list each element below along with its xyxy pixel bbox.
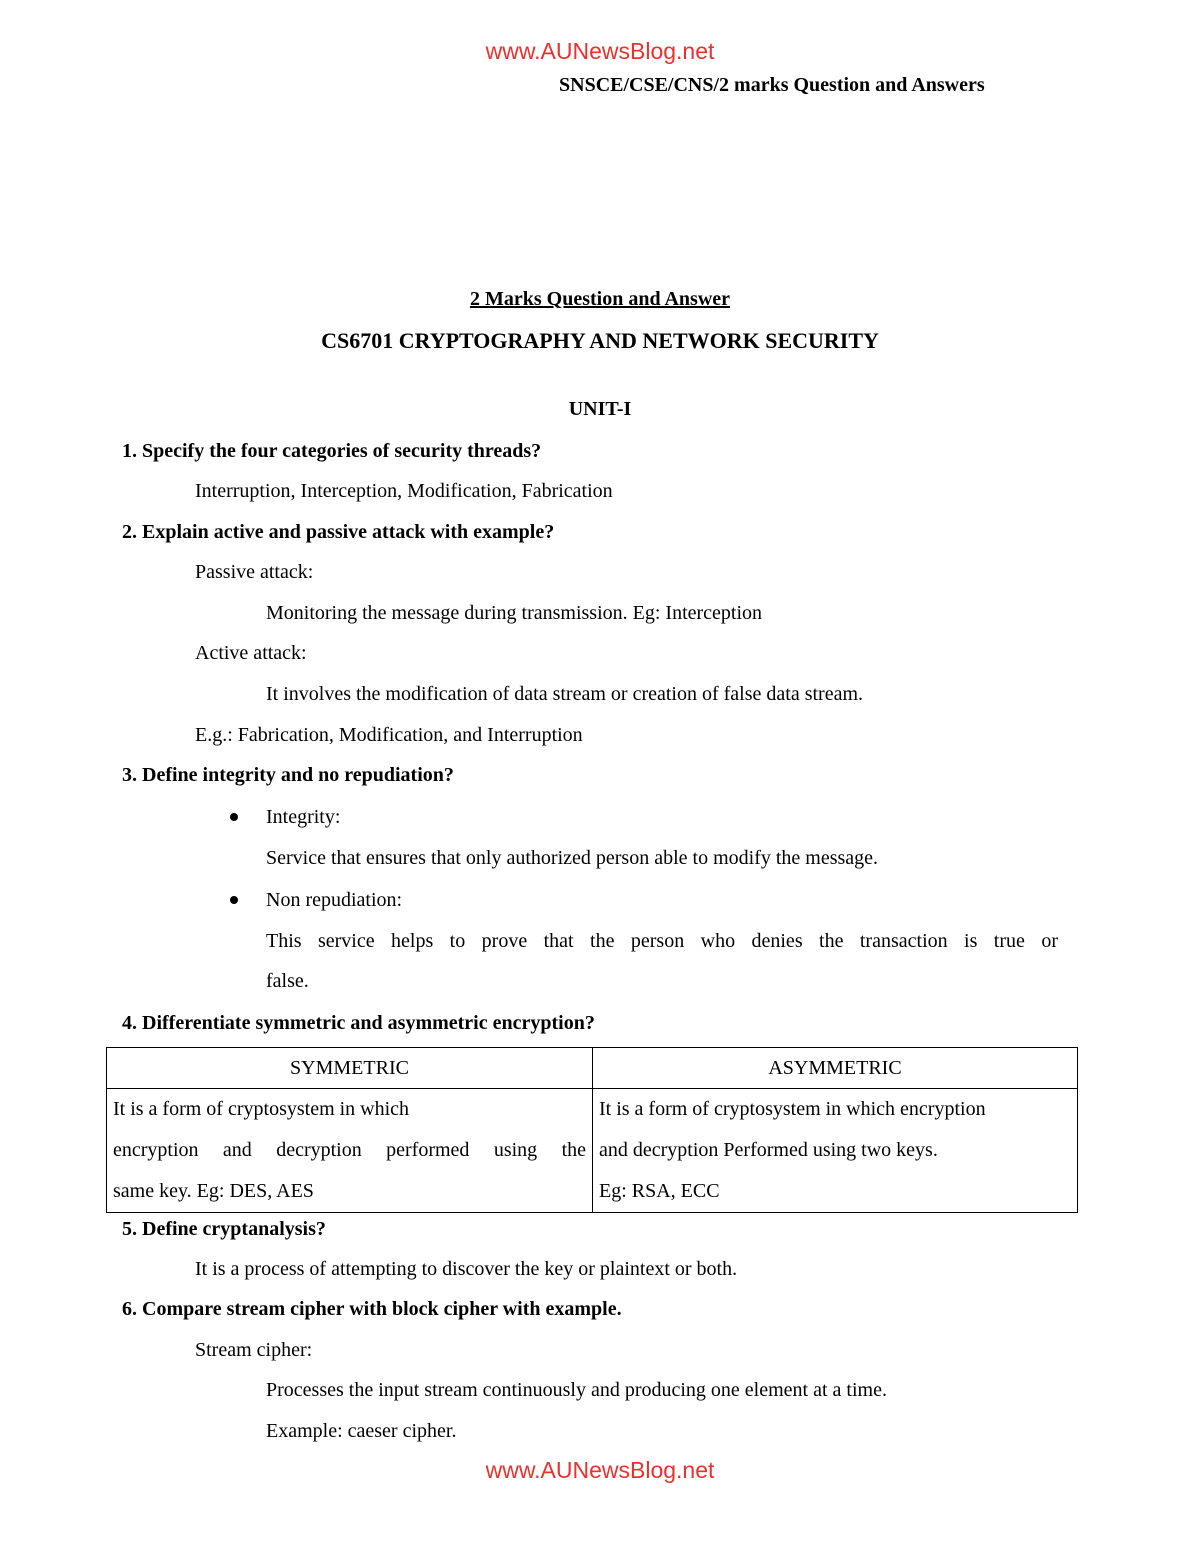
running-header: SNSCE/CSE/CNS/2 marks Question and Answers [559,74,985,96]
question-2: 2. Explain active and passive attack with example? [122,521,555,543]
passive-attack-text: Monitoring the message during transmission. Eg: Interception [266,602,763,624]
course-title: CS6701 CRYPTOGRAPHY AND NETWORK SECURITY [321,328,879,353]
watermark-top: www.AUNewsBlog.net [485,38,715,64]
integrity-label: Integrity: [266,806,341,828]
answer-1: Interruption, Interception, Modification, Fabrication [195,480,613,502]
nonrep-text-line2: false. [266,970,309,992]
cell-line: Eg: RSA, ECC [599,1180,720,1202]
bullet-icon [230,813,238,821]
cell-line: It is a form of cryptosystem in which encryption [599,1098,986,1120]
stream-cipher-label: Stream cipher: [195,1339,313,1361]
question-6: 6. Compare stream cipher with block cipher with example. [122,1298,622,1320]
cell-line: It is a form of cryptosystem in which [113,1098,410,1120]
cell-asymmetric [593,1089,1078,1213]
cell-line: same key. Eg: DES, AES [113,1180,314,1202]
cell-symmetric [107,1089,593,1213]
active-attack-label: Active attack: [195,642,307,664]
unit-heading: UNIT-I [568,398,632,420]
header-asymmetric: ASYMMETRIC [593,1048,1078,1089]
question-1: 1. Specify the four categories of security threads? [122,440,542,462]
header-symmetric: SYMMETRIC [107,1048,593,1089]
question-5: 5. Define cryptanalysis? [122,1218,326,1240]
watermark-bottom: www.AUNewsBlog.net [485,1457,715,1483]
cell-line: encryption and decryption performed using the [113,1139,586,1161]
stream-cipher-text: Processes the input stream continuously and producing one element at a time. [266,1379,887,1401]
table-row [107,1089,1078,1213]
stream-cipher-example: Example: caeser cipher. [266,1420,457,1442]
doc-title: 2 Marks Question and Answer [469,288,731,310]
nonrep-label: Non repudiation: [266,889,403,911]
nonrep-text-line1: This service helps to prove that the person who denies the transaction is true or [266,930,1058,952]
passive-attack-label: Passive attack: [195,561,314,583]
integrity-text: Service that ensures that only authorized person able to modify the message. [266,847,879,869]
answer-5: It is a process of attempting to discover the key or plaintext or both. [195,1258,738,1280]
cell-line: and decryption Performed using two keys. [599,1139,938,1161]
question-3: 3. Define integrity and no repudiation? [122,764,454,786]
comparison-table [106,1047,1078,1213]
active-attack-text: It involves the modification of data stream or creation of false data stream. [266,683,864,705]
table-header-row [107,1048,1078,1089]
attack-example: E.g.: Fabrication, Modification, and Interruption [195,724,583,746]
bullet-icon [230,896,238,904]
question-4: 4. Differentiate symmetric and asymmetric encryption? [122,1012,595,1034]
